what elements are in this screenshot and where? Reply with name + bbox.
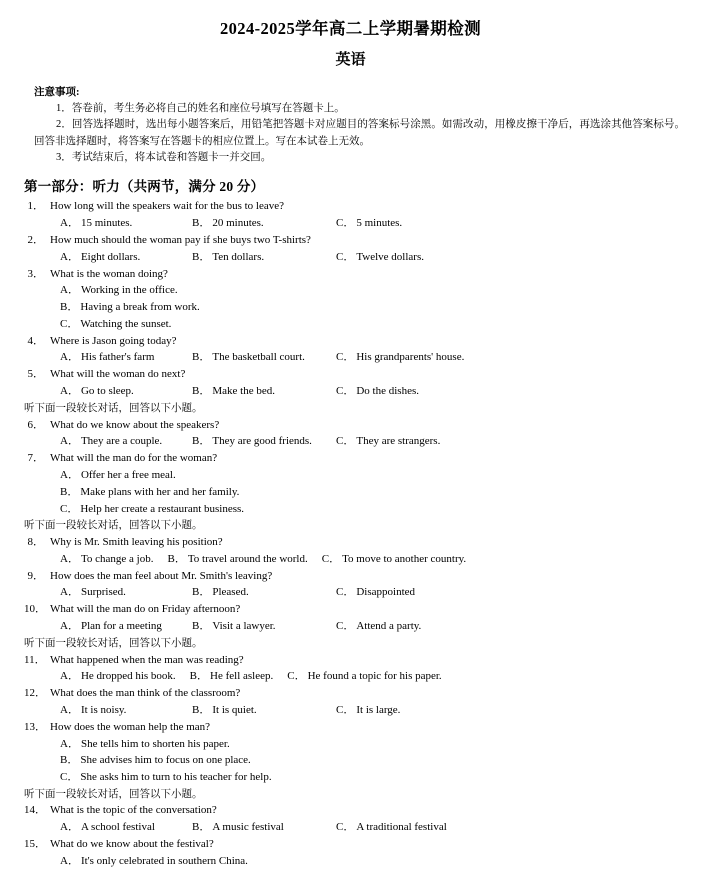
option-text: Go to sleep. bbox=[80, 384, 134, 397]
question-text: What is the woman doing? bbox=[50, 267, 168, 280]
question-text: Where is Jason going today? bbox=[50, 334, 177, 347]
question-stem bbox=[24, 450, 685, 467]
question-item bbox=[24, 601, 685, 635]
option-text: Eight dollars. bbox=[80, 250, 141, 263]
option-label: A． bbox=[60, 435, 79, 448]
option-label: C． bbox=[336, 435, 355, 448]
option-choice[interactable] bbox=[192, 383, 275, 400]
option-text: Ten dollars. bbox=[212, 250, 265, 263]
option-choice[interactable] bbox=[336, 819, 447, 836]
page-subtitle: 英语 bbox=[335, 52, 366, 69]
option-choice[interactable] bbox=[60, 282, 685, 299]
option-text: They are good friends. bbox=[212, 435, 312, 448]
question-item bbox=[24, 266, 685, 333]
question-stem bbox=[24, 366, 685, 383]
option-label: B． bbox=[60, 754, 79, 767]
option-choice[interactable] bbox=[60, 215, 132, 232]
question-item bbox=[24, 568, 685, 602]
question-number: 13． bbox=[24, 720, 46, 733]
option-label: A． bbox=[60, 469, 79, 482]
question-number: 8． bbox=[27, 536, 44, 549]
question-item bbox=[24, 802, 685, 836]
option-choice[interactable] bbox=[336, 433, 440, 450]
option-text: Working in the office. bbox=[80, 284, 178, 297]
option-choice[interactable] bbox=[60, 433, 162, 450]
option-label: C． bbox=[336, 384, 355, 397]
question-item bbox=[24, 685, 685, 719]
question-stem bbox=[24, 719, 685, 736]
page-title: 2024-2025学年高二上学期暑期检测 bbox=[220, 19, 481, 38]
option-text: To move to another country. bbox=[342, 552, 467, 565]
question-number: 6． bbox=[27, 418, 44, 431]
question-text: How does the woman help the man? bbox=[50, 720, 211, 733]
option-group bbox=[24, 618, 685, 635]
option-label: B． bbox=[192, 250, 211, 263]
question-stem bbox=[24, 198, 685, 215]
question-text: What does the man think of the classroom? bbox=[50, 687, 241, 700]
option-choice[interactable] bbox=[60, 484, 685, 501]
option-text: They are a couple. bbox=[80, 435, 163, 448]
question-stem bbox=[24, 836, 685, 853]
option-text: Pleased. bbox=[212, 586, 249, 599]
option-text: It's only celebrated in southern China. bbox=[80, 854, 248, 867]
option-choice[interactable] bbox=[60, 316, 685, 333]
question-stem bbox=[24, 333, 685, 350]
option-choice[interactable] bbox=[60, 736, 685, 753]
question-item bbox=[24, 417, 685, 451]
question-stem bbox=[24, 802, 685, 819]
listening-instruction: 听下面一段较长对话，回答以下小题。 bbox=[24, 637, 203, 649]
option-text: 5 minutes. bbox=[356, 216, 403, 229]
option-label: B． bbox=[189, 670, 209, 683]
option-choice[interactable] bbox=[60, 752, 685, 769]
option-text: A school festival bbox=[80, 821, 155, 834]
question-text: What happened when the man was reading? bbox=[50, 653, 244, 666]
option-choice[interactable] bbox=[60, 553, 154, 565]
option-label: C． bbox=[336, 216, 355, 229]
option-label: A． bbox=[60, 384, 79, 397]
question-number: 11． bbox=[24, 653, 46, 666]
option-label: A． bbox=[60, 351, 79, 364]
option-text: Twelve dollars. bbox=[356, 250, 424, 263]
option-group bbox=[24, 349, 685, 366]
option-choice[interactable] bbox=[60, 249, 140, 266]
question-number: 4． bbox=[27, 334, 44, 347]
option-text: He found a topic for his paper. bbox=[307, 670, 442, 683]
question-number: 14． bbox=[24, 804, 46, 817]
option-choice[interactable] bbox=[60, 769, 685, 786]
question-text: How long will the speakers wait for the bus to leave? bbox=[50, 200, 284, 213]
option-choice[interactable] bbox=[60, 467, 685, 484]
question-text: What will the man do for the woman? bbox=[50, 452, 218, 465]
option-choice[interactable] bbox=[336, 249, 424, 266]
option-label: B． bbox=[192, 821, 211, 834]
option-label: C． bbox=[336, 821, 355, 834]
question-item bbox=[24, 534, 685, 567]
option-choice[interactable] bbox=[60, 819, 155, 836]
option-choice[interactable] bbox=[192, 249, 264, 266]
question-item bbox=[24, 333, 685, 367]
option-choice[interactable] bbox=[336, 383, 419, 400]
option-group bbox=[24, 433, 685, 450]
question-stem bbox=[24, 232, 685, 249]
option-choice[interactable] bbox=[60, 584, 126, 601]
option-choice[interactable] bbox=[192, 819, 284, 836]
option-text: Make plans with her and her family. bbox=[80, 485, 240, 498]
listening-instruction: 听下面一段较长对话，回答以下小题。 bbox=[24, 788, 203, 800]
question-number: 12． bbox=[24, 687, 46, 700]
option-group bbox=[24, 249, 685, 266]
option-choice[interactable] bbox=[192, 433, 312, 450]
option-label: B． bbox=[192, 703, 211, 716]
notice-item: 3．考试结束后，将本试卷和答题卡一并交回。 bbox=[56, 151, 272, 163]
option-label: A． bbox=[60, 250, 79, 263]
option-text: It is large. bbox=[356, 703, 401, 716]
option-text: To change a job. bbox=[80, 552, 154, 565]
option-choice[interactable] bbox=[336, 702, 400, 719]
option-label: C． bbox=[287, 670, 306, 683]
option-group bbox=[24, 584, 685, 601]
option-text: A music festival bbox=[212, 821, 284, 834]
option-text: 15 minutes. bbox=[80, 216, 133, 229]
option-choice[interactable] bbox=[192, 702, 257, 719]
option-label: A． bbox=[60, 552, 79, 565]
option-label: A． bbox=[60, 284, 79, 297]
question-text: How much should the woman pay if she buys two T-shirts? bbox=[50, 233, 311, 246]
option-label: B． bbox=[192, 216, 211, 229]
option-choice[interactable] bbox=[322, 553, 466, 565]
option-label: B． bbox=[192, 586, 211, 599]
option-label: B． bbox=[60, 485, 79, 498]
title-block bbox=[0, 0, 701, 71]
option-text: 20 minutes. bbox=[212, 216, 264, 229]
question-text: What is the topic of the conversation? bbox=[50, 804, 217, 817]
option-text: Having a break from work. bbox=[80, 301, 200, 314]
option-choice[interactable] bbox=[336, 349, 464, 366]
question-stem bbox=[24, 266, 685, 283]
option-label: B． bbox=[192, 351, 211, 364]
question-text: Why is Mr. Smith leaving his position? bbox=[50, 536, 223, 549]
notice-item: 2．回答选择题时，选出每小题答案后，用铅笔把答题卡对应题目的答案标号涂黑。如需改动，用橡皮擦干净后，再选涂其他答案标号。回答非选择题时，将答案写在答题卡的相应位置上。写在本试卷上无效。 bbox=[34, 119, 685, 147]
option-text: It is noisy. bbox=[80, 703, 127, 716]
option-group bbox=[24, 215, 685, 232]
question-text: What will the woman do next? bbox=[50, 368, 186, 381]
option-group bbox=[24, 551, 685, 568]
option-text: He fell asleep. bbox=[210, 670, 274, 683]
option-label: A． bbox=[60, 619, 79, 632]
option-choice[interactable] bbox=[60, 618, 162, 635]
notice-item: 1．答卷前，考生务必将自己的姓名和座位号填写在答题卡上。 bbox=[56, 103, 345, 115]
option-text: Offer her a free meal. bbox=[80, 469, 176, 482]
option-choice[interactable] bbox=[60, 501, 685, 518]
option-text: Help her create a restaurant business. bbox=[80, 502, 245, 515]
question-item bbox=[24, 232, 685, 266]
option-label: C． bbox=[321, 552, 341, 565]
question-stem bbox=[24, 601, 685, 618]
option-label: C． bbox=[60, 771, 79, 783]
option-choice[interactable] bbox=[336, 584, 415, 601]
option-choice[interactable] bbox=[192, 584, 249, 601]
option-label: A． bbox=[60, 670, 79, 683]
option-label: C． bbox=[336, 619, 355, 632]
option-text: Make the bed. bbox=[212, 384, 275, 397]
option-choice[interactable] bbox=[192, 349, 305, 366]
question-text: What do we know about the speakers? bbox=[50, 418, 220, 431]
listening-instruction: 听下面一段较长对话，回答以下小题。 bbox=[24, 402, 203, 414]
option-text: Watching the sunset. bbox=[80, 317, 172, 330]
option-label: A． bbox=[60, 737, 79, 750]
option-choice[interactable] bbox=[192, 215, 264, 232]
option-label: C． bbox=[60, 317, 79, 330]
question-stem bbox=[24, 417, 685, 434]
option-label: A． bbox=[60, 703, 79, 716]
question-number: 9． bbox=[27, 569, 44, 582]
question-number: 15． bbox=[24, 838, 46, 851]
option-group bbox=[24, 736, 685, 786]
question-item bbox=[24, 198, 685, 232]
option-text: His father's farm bbox=[80, 351, 155, 364]
question-item bbox=[24, 719, 685, 786]
listening-questions bbox=[24, 198, 685, 869]
option-label: C． bbox=[336, 250, 355, 263]
option-label: B． bbox=[192, 435, 211, 448]
question-stem bbox=[24, 652, 685, 669]
option-group bbox=[24, 383, 685, 400]
question-stem bbox=[24, 534, 685, 551]
option-label: A． bbox=[60, 854, 79, 867]
option-text: Visit a lawyer. bbox=[212, 619, 276, 632]
document-body bbox=[0, 85, 701, 870]
question-text: How does the man feel about Mr. Smith's leaving? bbox=[50, 569, 273, 582]
option-choice[interactable] bbox=[336, 618, 421, 635]
option-label: C． bbox=[336, 586, 355, 599]
option-group bbox=[24, 702, 685, 719]
section-header-listening: 第一部分：听力（共两节，满分 20 分） bbox=[24, 179, 265, 195]
listening-instruction: 听下面一段较长对话，回答以下小题。 bbox=[24, 520, 203, 532]
option-text: Disappointed bbox=[356, 586, 416, 599]
option-group bbox=[24, 819, 685, 836]
notice-heading: 注意事项: bbox=[34, 86, 80, 98]
option-text: She advises him to focus on one place. bbox=[80, 754, 251, 767]
option-text: She asks him to turn to his teacher for help. bbox=[80, 771, 272, 783]
option-group bbox=[24, 668, 685, 685]
option-text: His grandparents' house. bbox=[356, 351, 465, 364]
option-choice[interactable] bbox=[190, 670, 274, 682]
question-number: 2． bbox=[27, 233, 44, 246]
option-group bbox=[24, 282, 685, 332]
option-text: Do the dishes. bbox=[356, 384, 419, 397]
option-label: A． bbox=[60, 821, 79, 834]
option-text: He dropped his book. bbox=[80, 670, 176, 683]
option-label: A． bbox=[60, 586, 79, 599]
option-label: C． bbox=[60, 502, 79, 515]
option-label: B． bbox=[60, 301, 79, 314]
option-text: Plan for a meeting bbox=[80, 619, 162, 632]
option-text: They are strangers. bbox=[356, 435, 441, 448]
option-text: Surprised. bbox=[80, 586, 126, 599]
option-choice[interactable] bbox=[60, 383, 134, 400]
question-number: 5． bbox=[27, 368, 44, 381]
option-choice[interactable] bbox=[60, 349, 154, 366]
option-choice[interactable] bbox=[287, 670, 441, 682]
question-item bbox=[24, 450, 685, 517]
option-label: B． bbox=[192, 619, 211, 632]
option-label: A． bbox=[60, 216, 79, 229]
option-label: B． bbox=[192, 384, 211, 397]
option-choice[interactable] bbox=[60, 702, 126, 719]
option-choice[interactable] bbox=[60, 299, 685, 316]
option-label: B． bbox=[167, 552, 186, 565]
option-text: A traditional festival bbox=[356, 821, 447, 834]
question-text: What do we know about the festival? bbox=[50, 838, 214, 851]
question-number: 10． bbox=[24, 603, 46, 616]
question-item bbox=[24, 836, 685, 869]
option-text: The basketball court. bbox=[212, 351, 305, 364]
question-stem bbox=[24, 568, 685, 585]
question-number: 7． bbox=[27, 452, 44, 465]
option-choice[interactable] bbox=[60, 853, 685, 870]
option-choice[interactable] bbox=[168, 553, 308, 565]
option-label: C． bbox=[336, 703, 355, 716]
question-text: What will the man do on Friday afternoon? bbox=[50, 603, 241, 616]
option-group bbox=[24, 467, 685, 517]
option-text: She tells him to shorten his paper. bbox=[80, 737, 230, 750]
question-item bbox=[24, 366, 685, 400]
option-label: C． bbox=[336, 351, 355, 364]
question-stem bbox=[24, 685, 685, 702]
option-choice[interactable] bbox=[192, 618, 276, 635]
question-item bbox=[24, 652, 685, 685]
question-number: 3． bbox=[27, 267, 44, 280]
option-choice[interactable] bbox=[60, 670, 176, 682]
question-number: 1． bbox=[27, 200, 44, 213]
option-text: It is quiet. bbox=[212, 703, 257, 716]
option-choice[interactable] bbox=[336, 215, 402, 232]
option-text: To travel around the world. bbox=[187, 552, 308, 565]
option-group bbox=[24, 853, 685, 870]
option-text: Attend a party. bbox=[356, 619, 422, 632]
